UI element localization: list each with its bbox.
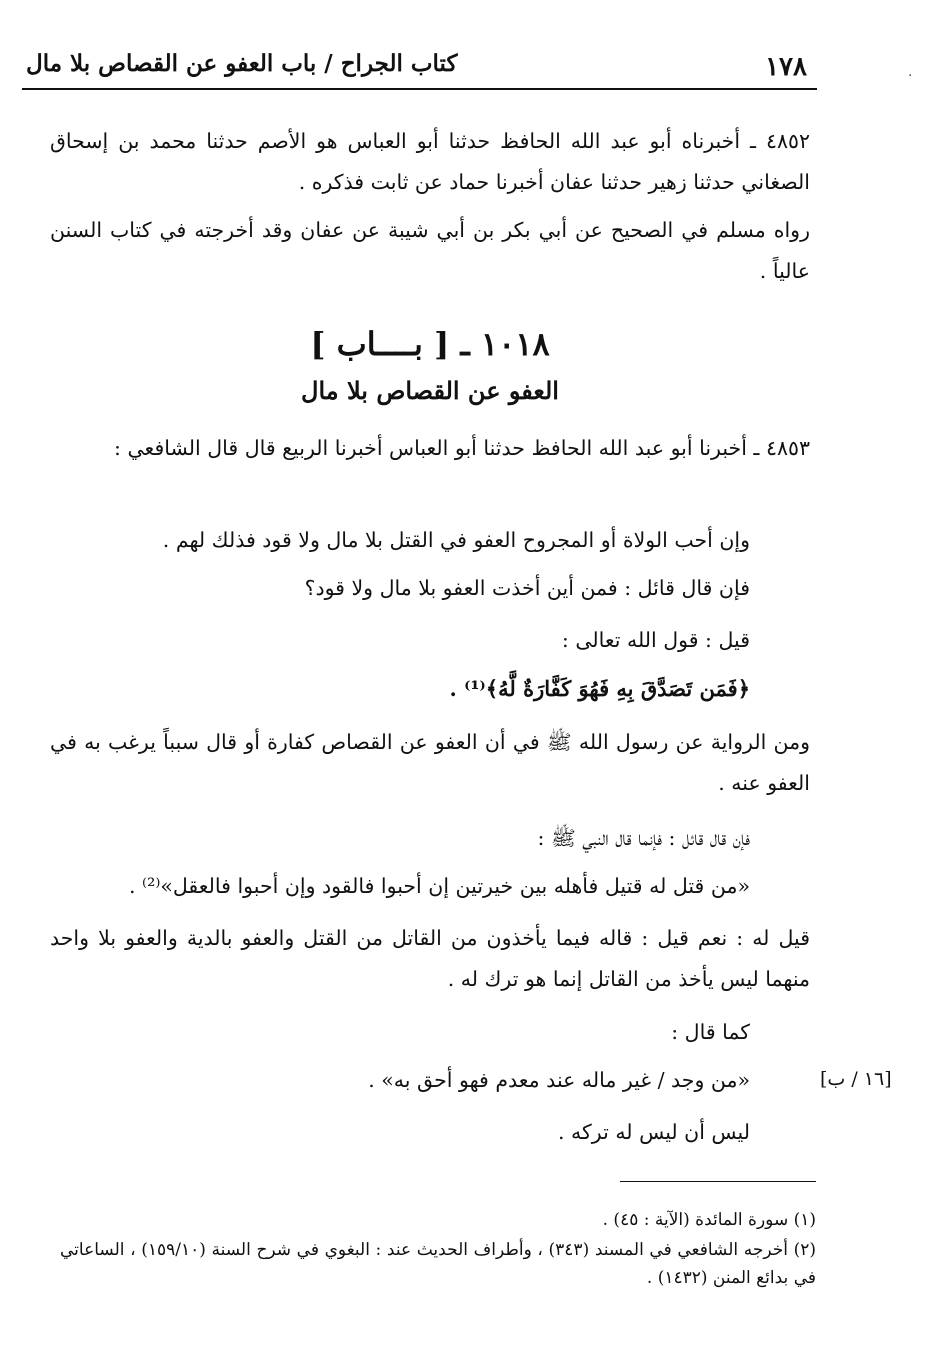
text-line: كما قال :: [671, 1020, 750, 1044]
scan-speck: ·: [908, 68, 913, 84]
page-header: [22, 44, 817, 90]
hadith-quote: «من وجد / غير ماله عند معدم فهو أحق به» .: [368, 1068, 750, 1092]
text-line: فإن قال قائل : فإنما قال النبي ﷺ :: [537, 826, 750, 850]
text-line: وإن أحب الولاة أو المجروح العفو في القتل بلا مال ولا قود فذلك لهم .: [162, 528, 750, 552]
hadith-4852: ٤٨٥٢ ـ أخبرناه أبو عبد الله الحافظ حدثنا أبو العباس هو الأصم حدثنا محمد بن إسحاق الصغاني حدثنا زهير حدثنا عفان أخبرنا حماد عن ثابت فذكره .: [50, 129, 810, 194]
riwayah-paragraph: ومن الرواية عن رسول الله ﷺ في أن العفو عن القصاص كفارة أو قال سبباً يرغب به في العفو عنه .: [50, 730, 810, 795]
chapter-title: ١٠١٨ ـ [ بــــاب ]: [310, 325, 550, 363]
footnote: (١) سورة المائدة (الآية : ٤٥) .: [602, 1210, 816, 1230]
text-line: قيل : قول الله تعالى :: [561, 628, 750, 652]
footnote-separator: [620, 1181, 816, 1182]
text-line: ليس أن ليس له تركه .: [558, 1120, 750, 1144]
riwayah-note: رواه مسلم في الصحيح عن أبي بكر بن أبي شيبة عن عفان وقد أخرجته في كتاب السنن عالياً .: [50, 218, 810, 283]
margin-folio-note: [١٦ / ب]: [820, 1068, 892, 1090]
quran-verse: ﴿فَمَن تَصَدَّقَ بِهِ فَهُوَ كَفَّارَةٌ لَّهُ﴾⁽¹⁾ .: [449, 676, 750, 701]
chapter-subtitle: العفو عن القصاص بلا مال: [301, 376, 559, 405]
text-line: فإن قال قائل : فمن أين أخذت العفو بلا مال ولا قود؟: [304, 576, 750, 600]
hadith-4853: ٤٨٥٣ ـ أخبرنا أبو عبد الله الحافظ حدثنا أبو العباس أخبرنا الربيع قال قال الشافعي :: [114, 436, 810, 460]
page-number: ١٧٨: [765, 52, 807, 82]
hadith-quote: «من قتل له قتيل فأهله بين خيرتين إن أحبوا فالقود وإن أحبوا فالعقل»⁽²⁾ .: [129, 874, 750, 898]
running-title: كتاب الجراح / باب العفو عن القصاص بلا مال: [26, 50, 458, 77]
footnote: (٢) أخرجه الشافعي في المسند (٣٤٣) ، وأطراف الحديث عند : البغوي في شرح السنة (١٥٩/١٠) ، الساعاتي في بدائع المنن (١٤٣٢) .: [60, 1240, 816, 1288]
qila-paragraph: قيل له : نعم قيل : قاله فيما يأخذون من القاتل من القتل والعفو بالدية والعفو بلا واحد منهما ليس يأخذ من القاتل إنما هو ترك له .: [50, 926, 810, 991]
